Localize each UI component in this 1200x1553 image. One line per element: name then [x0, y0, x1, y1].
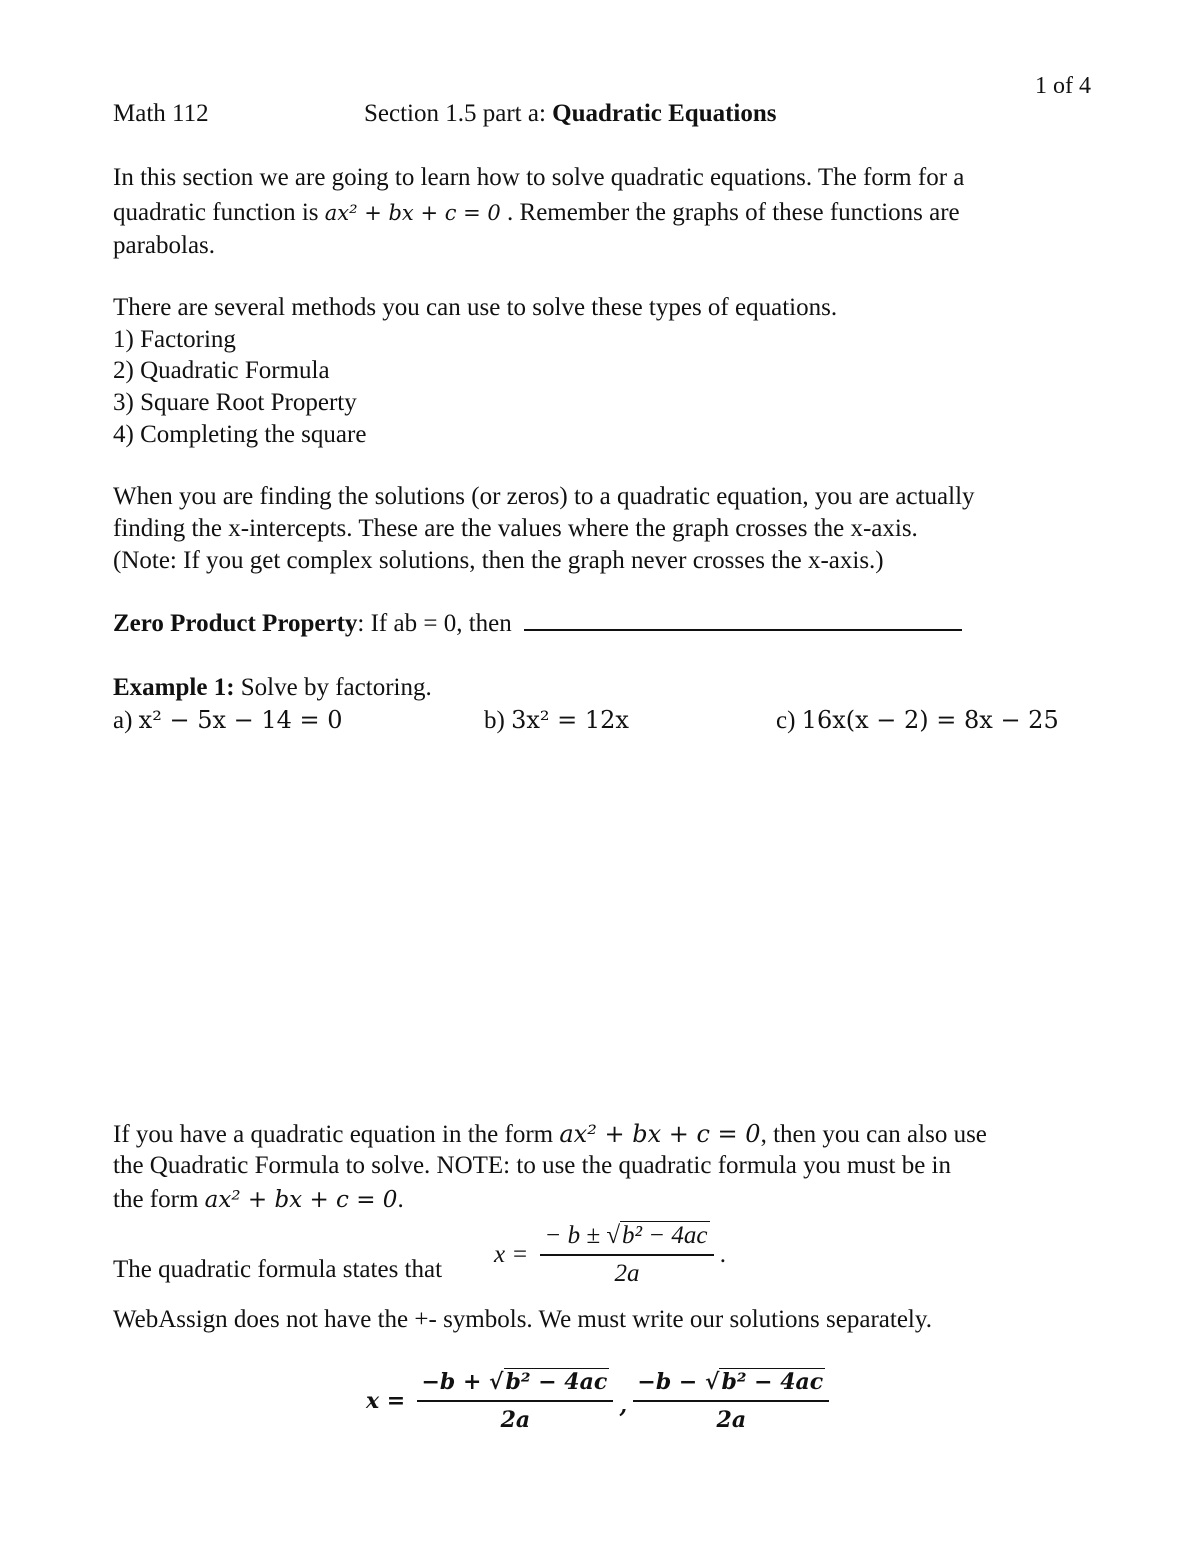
- example-1b: b) 3x² = 12x: [484, 706, 629, 734]
- formula-numerator: − b ± √b² − 4ac: [544, 1222, 708, 1249]
- minus-root-numerator: −b − √b² − 4ac: [637, 1369, 824, 1395]
- minus-root-denominator: 2a: [716, 1407, 747, 1433]
- qf-intro-line-1: If you have a quadratic equation in the form ax² + bx + c = 0, then you can also use: [113, 1120, 987, 1148]
- formula-denominator: 2a: [614, 1260, 640, 1287]
- intro-line-2: quadratic function is ax² + bx + c = 0 . Remember the graphs of these functions are: [113, 199, 960, 226]
- method-item: 2) Quadratic Formula: [113, 357, 330, 384]
- zeros-line-1: When you are finding the solutions (or zeros) to a quadratic equation, you are actually: [113, 483, 975, 510]
- example-1a-equation: x² − 5x − 14 = 0: [138, 706, 343, 734]
- x-equals: x =: [366, 1388, 406, 1414]
- qf-intro-line-2: the Quadratic Formula to solve. NOTE: to use the quadratic formula you must be in: [113, 1152, 952, 1179]
- method-item: 4) Completing the square: [113, 421, 367, 448]
- intro-line-1: In this section we are going to learn how to solve quadratic equations. The form for a: [113, 164, 965, 191]
- answer-blank: [524, 609, 962, 631]
- section-title: Quadratic Equations: [552, 100, 777, 127]
- standard-form-equation: ax² + bx + c = 0: [204, 1187, 398, 1213]
- section-heading: [364, 98, 777, 130]
- method-item: 1) Factoring: [113, 326, 236, 353]
- standard-form-equation: ax² + bx + c = 0: [559, 1120, 761, 1148]
- zeros-line-3: (Note: If you get complex solutions, then the graph never crosses the x-axis.): [113, 547, 884, 574]
- solution-separator: ,: [619, 1392, 628, 1419]
- webassign-note: WebAssign does not have the +- symbols. We must write our solutions separately.: [113, 1306, 932, 1333]
- plus-root-denominator: 2a: [500, 1407, 531, 1433]
- methods-lead: There are several methods you can use to solve these types of equations.: [113, 294, 838, 321]
- radicand: b² − 4ac: [622, 1222, 708, 1249]
- example-1c-equation: 16x(x − 2) = 8x − 25: [801, 706, 1059, 734]
- qf-intro-line-3: the form ax² + bx + c = 0.: [113, 1186, 404, 1213]
- standard-form-equation: ax² + bx + c = 0: [324, 201, 501, 225]
- x-equals: x =: [494, 1241, 529, 1268]
- example-1b-equation: 3x² = 12x: [511, 706, 629, 734]
- qf-statement-text: The quadratic formula states that: [113, 1256, 443, 1283]
- section-prefix: Section 1.5 part a:: [364, 100, 553, 127]
- example-1c: c) 16x(x − 2) = 8x − 25: [776, 706, 1059, 734]
- plus-root-fraction: [417, 1366, 613, 1436]
- zero-product-property: Zero Product Property: If ab = 0, then: [113, 608, 962, 640]
- formula-trailing-period: .: [719, 1241, 727, 1268]
- example-1a: a) x² − 5x − 14 = 0: [113, 706, 343, 734]
- page-number: 1 of 4: [1035, 73, 1091, 99]
- quadratic-formula-fraction: [540, 1220, 713, 1290]
- example-1-heading: Example 1: Solve by factoring.: [113, 674, 432, 701]
- separated-formula: [366, 1366, 829, 1436]
- method-item: 3) Square Root Property: [113, 389, 357, 416]
- intro-line-3: parabolas.: [113, 232, 216, 259]
- minus-root-fraction: [633, 1366, 829, 1436]
- zero-product-label: Zero Product Property: [113, 610, 358, 637]
- course-name: Math 112: [113, 100, 209, 127]
- example-1-label: Example 1:: [113, 674, 235, 701]
- plus-root-numerator: −b + √b² − 4ac: [421, 1369, 608, 1395]
- quadratic-formula: [494, 1220, 726, 1290]
- zeros-line-2: finding the x-intercepts. These are the values where the graph crosses the x-axis.: [113, 515, 918, 542]
